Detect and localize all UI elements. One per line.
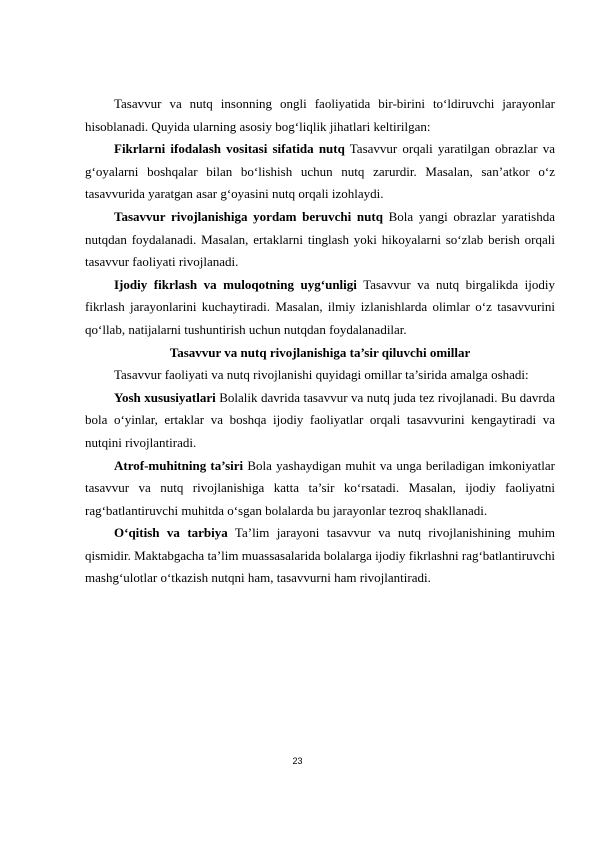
page-number: 23	[292, 756, 303, 766]
paragraph-term: Tasavvur rivojlanishiga yordam beruvchi nutq	[114, 208, 383, 224]
paragraph-term: Ijodiy fikrlash va muloqotning uyg‘unligi	[114, 276, 357, 292]
paragraph-text: Ta’lim jarayoni tasavvur va nutq rivojlanishining muhim qismidir. Maktabgacha ta’lim muassasalarida bolalarga ijodiy fikrlashni rag‘batlantiruvchi mashg‘ulotlar o‘tkazish nutqni ham, tasavvurni ham rivojlantiradi.	[85, 525, 555, 586]
paragraph-term: Fikrlarni ifodalash vositasi sifatida nutq	[114, 141, 345, 157]
paragraph-text: Tasavvur va nutq birgalikda ijodiy fikrlash jarayonlarini kuchaytiradi. Masalan, ilmiy izlanishlarda olimlar o‘z tasavvurini qo‘llab, natijalarni tushuntirish uchun nutqdan foydalanadilar.	[85, 276, 555, 337]
paragraph-text: Tasavvur faoliyati va nutq rivojlanishi quyidagi omillar ta’sirida amalga oshadi:	[114, 367, 529, 383]
page-content	[85, 93, 555, 590]
environment-paragraph	[85, 455, 555, 523]
section-heading: Tasavvur va nutq rivojlanishiga ta’sir qiluvchi omillar	[169, 344, 471, 360]
intro-paragraph	[85, 93, 555, 138]
factors-intro-paragraph	[85, 364, 555, 387]
age-features-paragraph	[85, 387, 555, 455]
paragraph-text: Tasavvur va nutq insonning ongli faoliyatida bir-birini to‘ldiruvchi jarayonlar hisoblanadi. Quyida ularning asosiy bog‘liqlik jihatlari keltirilgan:	[85, 96, 555, 134]
paragraph-term: Yosh xususiyatlari	[114, 389, 216, 405]
creative-thinking-paragraph	[85, 274, 555, 342]
paragraph-term: O‘qitish va tarbiya	[114, 525, 228, 541]
speech-supports-imagination-paragraph	[85, 206, 555, 274]
speech-as-expression-paragraph	[85, 138, 555, 206]
paragraph-text: Bolalik davrida tasavvur va nutq juda tez rivojlanadi. Bu davrda bola o‘yinlar, ertaklar va boshqa ijodiy faoliyatlar orqali tasavvurini kengaytiradi va nutqini rivojlantiradi.	[85, 389, 555, 450]
paragraph-text: Bola yangi obrazlar yaratishda nutqdan foydalanadi. Masalan, ertaklarni tinglash yoki hikoyalarni so‘zlab berish orqali tasavvur faoliyati rivojlanadi.	[85, 208, 556, 270]
paragraph-text: Bola yashaydigan muhit va unga beriladigan imkoniyatlar tasavvur va nutq rivojlanishiga katta ta’sir ko‘rsatadi. Masalan, ijodiy faoliyatni rag‘batlantiruvchi muhitda o‘sgan bolalarda bu jarayonlar tezroq shakllanadi.	[85, 457, 556, 518]
paragraph-term: Atrof-muhitning ta’siri	[114, 457, 244, 473]
paragraph-text: Tasavvur orqali yaratilgan obrazlar va g‘oyalarni boshqalar bilan bo‘lishish uchun nutq zarurdir. Masalan, san’atkor o‘z tasavvurida yaratgan asar g‘oyasini nutq orqali izohlaydi.	[85, 141, 555, 202]
education-paragraph	[85, 522, 555, 590]
